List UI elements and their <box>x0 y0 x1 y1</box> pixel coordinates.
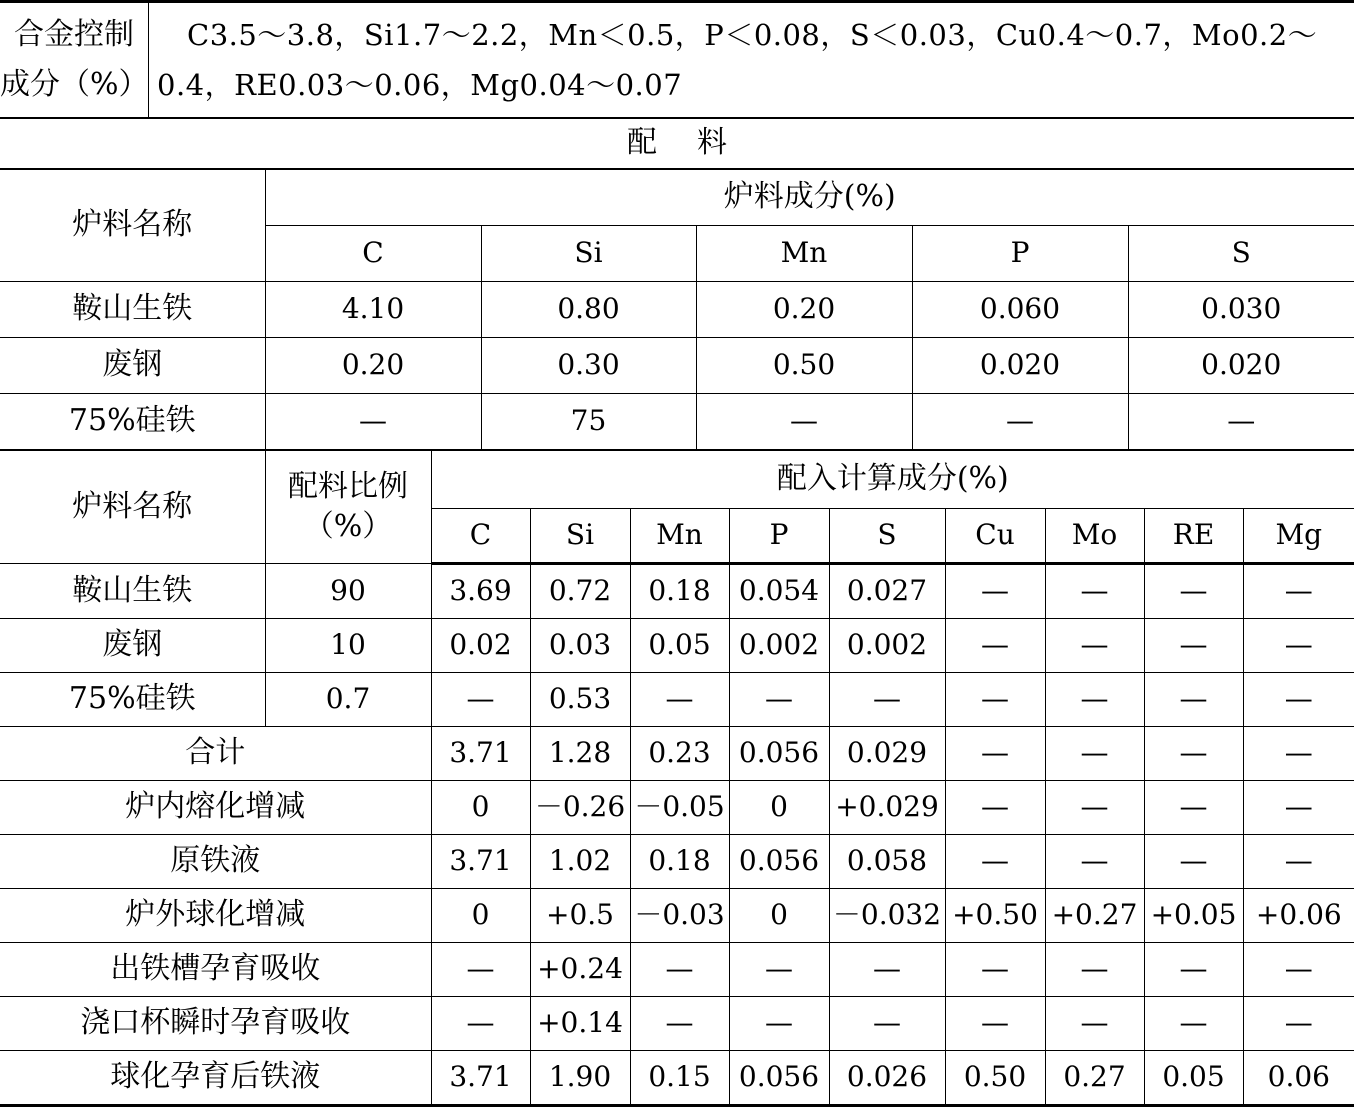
table-cell: 0.05 <box>1144 1051 1243 1106</box>
calc-table-body <box>0 564 1354 1106</box>
table-cell: 0.002 <box>829 619 945 673</box>
calc-ratio-header <box>265 451 431 564</box>
table-cell: — <box>829 943 945 997</box>
charge-row-name: 75%硅铁 <box>0 394 265 450</box>
summary-row-name: 浇口杯瞬时孕育吸收 <box>0 997 431 1051</box>
table-row <box>0 673 1354 727</box>
calc-composition-header: 配入计算成分(%) <box>431 451 1354 509</box>
calc-col-header: C <box>431 509 530 564</box>
table-cell: 0.18 <box>630 835 729 889</box>
table-cell: 0.23 <box>630 727 729 781</box>
calc-row-name: 鞍山生铁 <box>0 564 265 619</box>
table-cell: — <box>945 727 1045 781</box>
table-cell: — <box>1045 673 1144 727</box>
table-cell: — <box>729 997 829 1051</box>
calc-row-ratio: 0.7 <box>265 673 431 727</box>
table-cell: — <box>1243 943 1354 997</box>
table-cell: 0 <box>431 781 530 835</box>
alloy-label-line1: 合金控制 <box>0 10 148 60</box>
table-cell: －0.05 <box>630 781 729 835</box>
summary-row-name: 合计 <box>0 727 431 781</box>
table-row <box>0 619 1354 673</box>
calc-col-header: Mg <box>1243 509 1354 564</box>
calc-ratio-header-line1: 配料比例 <box>266 470 431 505</box>
table-cell: — <box>1243 619 1354 673</box>
charge-composition-header: 炉料成分(%) <box>265 170 1354 226</box>
table-cell: — <box>696 394 912 450</box>
table-cell: 0.80 <box>481 282 696 338</box>
table-cell: 0.20 <box>265 338 481 394</box>
table-row <box>0 835 1354 889</box>
summary-row-name: 原铁液 <box>0 835 431 889</box>
table-cell: 0.15 <box>630 1051 729 1106</box>
charge-row-name: 鞍山生铁 <box>0 282 265 338</box>
table-cell: 0.026 <box>829 1051 945 1106</box>
table-cell: 75 <box>481 394 696 450</box>
table-row <box>0 997 1354 1051</box>
table-cell: — <box>1144 781 1243 835</box>
summary-row-name: 炉内熔化增减 <box>0 781 431 835</box>
table-cell: — <box>1243 781 1354 835</box>
calculated-composition-table <box>0 450 1354 1107</box>
table-cell: －0.26 <box>530 781 630 835</box>
table-cell: — <box>1243 673 1354 727</box>
calc-col-header: RE <box>1144 509 1243 564</box>
table-cell: — <box>1144 997 1243 1051</box>
table-row <box>0 943 1354 997</box>
table-cell: — <box>945 835 1045 889</box>
table-cell: — <box>829 997 945 1051</box>
table-cell: — <box>829 673 945 727</box>
table-cell: — <box>265 394 481 450</box>
table-cell: －0.032 <box>829 889 945 943</box>
table-cell: 0.50 <box>945 1051 1045 1106</box>
table-cell: 3.71 <box>431 727 530 781</box>
table-cell: — <box>1144 564 1243 619</box>
charge-col-header: C <box>265 226 481 282</box>
table-cell: — <box>1144 943 1243 997</box>
table-cell: 0.058 <box>829 835 945 889</box>
table-cell: 0.06 <box>1243 1051 1354 1106</box>
table-cell: 0.02 <box>431 619 530 673</box>
table-cell: — <box>1144 673 1243 727</box>
table-cell: 3.71 <box>431 835 530 889</box>
calc-col-header: Mo <box>1045 509 1144 564</box>
table-cell: — <box>1045 997 1144 1051</box>
calc-col-header: Cu <box>945 509 1045 564</box>
table-cell: — <box>1045 943 1144 997</box>
table-cell: — <box>1128 394 1354 450</box>
table-row <box>0 564 1354 619</box>
table-cell: — <box>1243 727 1354 781</box>
calc-col-header: P <box>729 509 829 564</box>
table-cell: 0.53 <box>530 673 630 727</box>
table-cell: 3.71 <box>431 1051 530 1106</box>
table-cell: — <box>729 943 829 997</box>
table-cell: — <box>431 997 530 1051</box>
table-cell: +0.05 <box>1144 889 1243 943</box>
table-cell: 4.10 <box>265 282 481 338</box>
calc-col-header: Si <box>530 509 630 564</box>
table-cell: — <box>630 997 729 1051</box>
charge-col-header: Si <box>481 226 696 282</box>
calc-col-header: S <box>829 509 945 564</box>
section-title: 配料 <box>0 119 1354 169</box>
table-cell: 3.69 <box>431 564 530 619</box>
table-cell: — <box>630 673 729 727</box>
table-cell: — <box>1243 835 1354 889</box>
table-cell: — <box>945 619 1045 673</box>
table-cell: 0.029 <box>829 727 945 781</box>
table-cell: — <box>431 943 530 997</box>
table-cell: — <box>945 564 1045 619</box>
table-cell: 0.060 <box>912 282 1128 338</box>
table-cell: +0.06 <box>1243 889 1354 943</box>
table-cell: — <box>431 673 530 727</box>
table-cell: +0.14 <box>530 997 630 1051</box>
table-cell: 0 <box>729 781 829 835</box>
table-row <box>0 889 1354 943</box>
table-cell: — <box>729 673 829 727</box>
charge-row-name: 废钢 <box>0 338 265 394</box>
calc-name-header: 炉料名称 <box>0 451 265 564</box>
table-cell: +0.50 <box>945 889 1045 943</box>
table-cell: — <box>912 394 1128 450</box>
table-cell: 0.056 <box>729 1051 829 1106</box>
table-cell: +0.5 <box>530 889 630 943</box>
table-cell: 0.020 <box>1128 338 1354 394</box>
table-cell: 0.030 <box>1128 282 1354 338</box>
table-cell: 0.50 <box>696 338 912 394</box>
table-cell: 0.05 <box>630 619 729 673</box>
alloy-label-line2: 成分（%） <box>0 60 148 110</box>
table-cell: 0.27 <box>1045 1051 1144 1106</box>
table-cell: — <box>1243 564 1354 619</box>
table-cell: 0.03 <box>530 619 630 673</box>
summary-row-name: 炉外球化增减 <box>0 889 431 943</box>
table-cell: — <box>630 943 729 997</box>
calc-row-name: 废钢 <box>0 619 265 673</box>
table-cell: 0.20 <box>696 282 912 338</box>
table-cell: — <box>1144 727 1243 781</box>
alloy-control-table <box>0 0 1354 118</box>
alloy-control-label <box>0 2 149 118</box>
table-cell: 1.90 <box>530 1051 630 1106</box>
table-cell: — <box>1243 997 1354 1051</box>
table-cell: — <box>945 943 1045 997</box>
table-row <box>0 781 1354 835</box>
table-cell: — <box>1144 619 1243 673</box>
table-cell: — <box>1045 727 1144 781</box>
charge-col-header: S <box>1128 226 1354 282</box>
charge-col-header: P <box>912 226 1128 282</box>
table-cell: — <box>945 673 1045 727</box>
summary-row-name: 出铁槽孕育吸收 <box>0 943 431 997</box>
table-cell: 0.72 <box>530 564 630 619</box>
table-cell: 0 <box>729 889 829 943</box>
summary-row-name: 球化孕育后铁液 <box>0 1051 431 1106</box>
table-cell: 0.056 <box>729 835 829 889</box>
calc-row-name: 75%硅铁 <box>0 673 265 727</box>
table-cell: — <box>945 781 1045 835</box>
table-cell: — <box>1144 835 1243 889</box>
table-cell: 0.020 <box>912 338 1128 394</box>
table-cell: — <box>1045 781 1144 835</box>
table-cell: 0.30 <box>481 338 696 394</box>
table-cell: 0.056 <box>729 727 829 781</box>
table-row <box>0 338 1354 394</box>
charge-col-header: Mn <box>696 226 912 282</box>
table-cell: 0.18 <box>630 564 729 619</box>
section-title-table <box>0 118 1354 169</box>
calc-row-ratio: 90 <box>265 564 431 619</box>
alloy-control-text <box>149 2 1354 118</box>
table-cell: — <box>945 997 1045 1051</box>
table-cell: — <box>1045 619 1144 673</box>
table-cell: 0.027 <box>829 564 945 619</box>
table-cell: 0 <box>431 889 530 943</box>
table-row <box>0 1051 1354 1106</box>
table-row <box>0 394 1354 450</box>
table-cell: 0.002 <box>729 619 829 673</box>
alloy-text-line1: C3.5～3.8，Si1.7～2.2，Mn＜0.5，P＜0.08，S＜0.03，Cu0.4～0.7，Mo0.2～ <box>157 10 1354 60</box>
table-row <box>0 727 1354 781</box>
table-cell: 1.02 <box>530 835 630 889</box>
table-cell: 1.28 <box>530 727 630 781</box>
table-row <box>0 282 1354 338</box>
table-cell: －0.03 <box>630 889 729 943</box>
calc-col-header: Mn <box>630 509 729 564</box>
charge-composition-table <box>0 169 1354 450</box>
table-cell: — <box>1045 835 1144 889</box>
table-cell: 0.054 <box>729 564 829 619</box>
table-cell: +0.24 <box>530 943 630 997</box>
table-cell: +0.27 <box>1045 889 1144 943</box>
table-cell: — <box>1045 564 1144 619</box>
calc-ratio-header-line2: （%） <box>266 510 431 545</box>
table-cell: +0.029 <box>829 781 945 835</box>
charge-name-header: 炉料名称 <box>0 170 265 282</box>
calc-row-ratio: 10 <box>265 619 431 673</box>
alloy-text-line2: 0.4，RE0.03～0.06，Mg0.04～0.07 <box>157 60 1354 110</box>
